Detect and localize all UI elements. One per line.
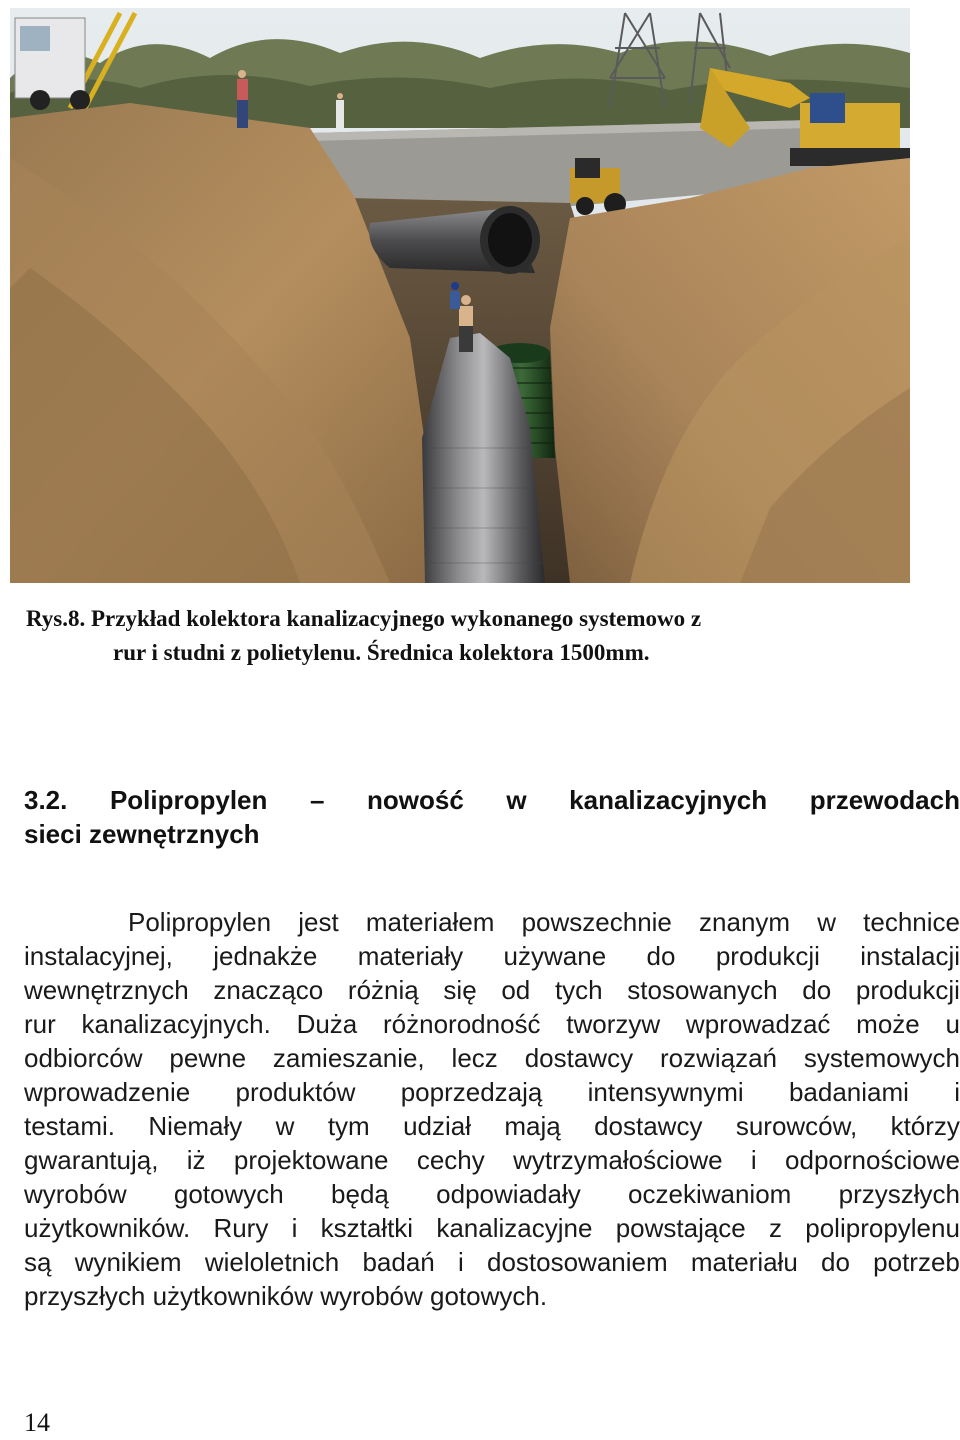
paragraph-word: badaniami bbox=[788, 1077, 909, 1107]
paragraph-word: systemowych bbox=[803, 1043, 960, 1073]
paragraph-word: odpornościowe bbox=[785, 1145, 960, 1175]
paragraph-word: iż bbox=[186, 1145, 206, 1175]
paragraph-line bbox=[24, 1245, 960, 1279]
paragraph-word: i bbox=[457, 1247, 464, 1277]
paragraph-word: Rury bbox=[213, 1213, 269, 1243]
paragraph-word: testami. bbox=[24, 1111, 116, 1141]
paragraph-word: od bbox=[501, 975, 531, 1005]
paragraph-line: przyszłych użytkowników wyrobów gotowych. bbox=[24, 1281, 548, 1311]
paragraph-word: oczekiwaniom bbox=[628, 1179, 792, 1209]
paragraph-word: powstające bbox=[615, 1213, 746, 1243]
paragraph-word: są bbox=[24, 1247, 52, 1277]
paragraph-word: stosowanych bbox=[627, 975, 778, 1005]
paragraph-word: dostosowaniem bbox=[486, 1247, 668, 1277]
paragraph-word: w bbox=[275, 1111, 295, 1141]
paragraph-word: i bbox=[291, 1213, 298, 1243]
paragraph-word: lecz bbox=[451, 1043, 498, 1073]
figure-caption-line-2: rur i studni z polietylenu. Średnica kolektora 1500mm. bbox=[113, 640, 650, 665]
trench-pipe-photo bbox=[10, 8, 910, 583]
paragraph-word: mają bbox=[504, 1111, 561, 1141]
paragraph-word: rur bbox=[24, 1009, 56, 1039]
paragraph-word: się bbox=[443, 975, 477, 1005]
paragraph-word: używane bbox=[503, 941, 607, 971]
paragraph-word: do bbox=[802, 975, 832, 1005]
paragraph-word: wynikiem bbox=[74, 1247, 182, 1277]
paragraph-word: u bbox=[945, 1009, 960, 1039]
paragraph-word: jest bbox=[298, 907, 339, 937]
paragraph-line bbox=[24, 939, 960, 973]
heading-word: Polipropylen bbox=[109, 785, 268, 815]
paragraph-word: dostawcy bbox=[524, 1043, 634, 1073]
paragraph-word: i bbox=[750, 1145, 757, 1175]
paragraph-word: dostawcy bbox=[594, 1111, 703, 1141]
paragraph-line bbox=[24, 973, 960, 1007]
paragraph-word: produktów bbox=[235, 1077, 356, 1107]
heading-word: w bbox=[506, 785, 527, 815]
paragraph-word: wprowadzać bbox=[685, 1009, 831, 1039]
section-heading-line-1 bbox=[24, 783, 960, 817]
paragraph-word: może bbox=[856, 1009, 920, 1039]
paragraph-word: wytrzymałościowe bbox=[513, 1145, 723, 1175]
paragraph-word: poprzedzają bbox=[400, 1077, 543, 1107]
paragraph-word: odbiorców bbox=[24, 1043, 143, 1073]
paragraph-word: technice bbox=[863, 907, 960, 937]
figure-caption bbox=[26, 602, 906, 670]
paragraph-word: wewnętrznych bbox=[24, 975, 189, 1005]
paragraph-word: polipropylenu bbox=[805, 1213, 960, 1243]
paragraph-word: użytkowników. bbox=[24, 1213, 191, 1243]
paragraph-word: projektowane bbox=[233, 1145, 389, 1175]
paragraph-word: rozwiązań bbox=[659, 1043, 778, 1073]
paragraph-word: surowców, bbox=[735, 1111, 858, 1141]
paragraph-word: wyrobów bbox=[24, 1179, 127, 1209]
paragraph-word: badań bbox=[362, 1247, 435, 1277]
paragraph-word: z bbox=[769, 1213, 783, 1243]
paragraph-word: udział bbox=[403, 1111, 471, 1141]
paragraph-word: produkcji bbox=[715, 941, 820, 971]
paragraph-word: znacząco bbox=[213, 975, 324, 1005]
paragraph-word: różnorodność bbox=[383, 1009, 541, 1039]
paragraph-line bbox=[24, 1177, 960, 1211]
paragraph-word: pewne bbox=[169, 1043, 247, 1073]
paragraph-line bbox=[24, 1143, 960, 1177]
heading-word: nowość bbox=[367, 785, 464, 815]
paragraph-line bbox=[24, 1075, 960, 1109]
paragraph-word: powszechnie bbox=[521, 907, 672, 937]
paragraph-word: tych bbox=[554, 975, 603, 1005]
paragraph-word: intensywnymi bbox=[587, 1077, 744, 1107]
paragraph-word: wieloletnich bbox=[204, 1247, 340, 1277]
paragraph-line bbox=[24, 1041, 960, 1075]
paragraph-word: potrzeb bbox=[873, 1247, 960, 1277]
paragraph-word: do bbox=[646, 941, 676, 971]
paragraph-word: instalacyjnej, bbox=[24, 941, 173, 971]
paragraph-line bbox=[24, 1007, 960, 1041]
section-number: 3.2. bbox=[24, 785, 68, 815]
section-heading bbox=[24, 783, 960, 851]
paragraph-word: kanalizacyjnych. bbox=[81, 1009, 271, 1039]
paragraph-word: tworzyw bbox=[566, 1009, 661, 1039]
paragraph-line bbox=[24, 1109, 960, 1143]
heading-word: przewodach bbox=[809, 785, 960, 815]
paragraph-word: instalacji bbox=[860, 941, 960, 971]
paragraph-word: produkcji bbox=[855, 975, 960, 1005]
paragraph-word: w bbox=[817, 907, 836, 937]
paragraph-word: wprowadzenie bbox=[24, 1077, 191, 1107]
paragraph-word: tym bbox=[327, 1111, 370, 1141]
paragraph-word: materiały bbox=[357, 941, 464, 971]
paragraph-word: materiałem bbox=[365, 907, 495, 937]
paragraph-word: zamieszanie, bbox=[272, 1043, 425, 1073]
paragraph-line bbox=[24, 905, 960, 939]
paragraph-word: Duża bbox=[296, 1009, 358, 1039]
heading-dash: – bbox=[309, 785, 325, 815]
paragraph-word: będą bbox=[331, 1179, 389, 1209]
paragraph-word: materiału bbox=[690, 1247, 798, 1277]
paragraph-line bbox=[24, 1211, 960, 1245]
paragraph-word: do bbox=[821, 1247, 850, 1277]
paragraph-word: Polipropylen bbox=[128, 907, 272, 937]
paragraph-word: przyszłych bbox=[838, 1179, 960, 1209]
paragraph-word: gotowych bbox=[173, 1179, 284, 1209]
paragraph-word: cechy bbox=[416, 1145, 485, 1175]
page-number: 14 bbox=[24, 1408, 50, 1437]
paragraph-word: gwarantują, bbox=[24, 1145, 159, 1175]
paragraph-word: różnią bbox=[347, 975, 419, 1005]
paragraph-word: którzy bbox=[890, 1111, 960, 1141]
paragraph-word: znanym bbox=[699, 907, 791, 937]
paragraph-word: i bbox=[954, 1077, 960, 1107]
heading-word: kanalizacyjnych bbox=[569, 785, 768, 815]
paragraph-word: kanalizacyjne bbox=[436, 1213, 593, 1243]
paragraph-word: odpowiadały bbox=[436, 1179, 581, 1209]
paragraph-word: kształtki bbox=[320, 1213, 414, 1243]
section-heading-line-2: sieci zewnętrznych bbox=[24, 819, 260, 849]
body-paragraph bbox=[24, 905, 960, 1313]
figure-caption-line-1: Rys.8. Przykład kolektora kanalizacyjnego wykonanego systemowo z bbox=[26, 606, 702, 631]
paragraph-word: jednakże bbox=[213, 941, 318, 971]
paragraph-word: Niemały bbox=[148, 1111, 243, 1141]
